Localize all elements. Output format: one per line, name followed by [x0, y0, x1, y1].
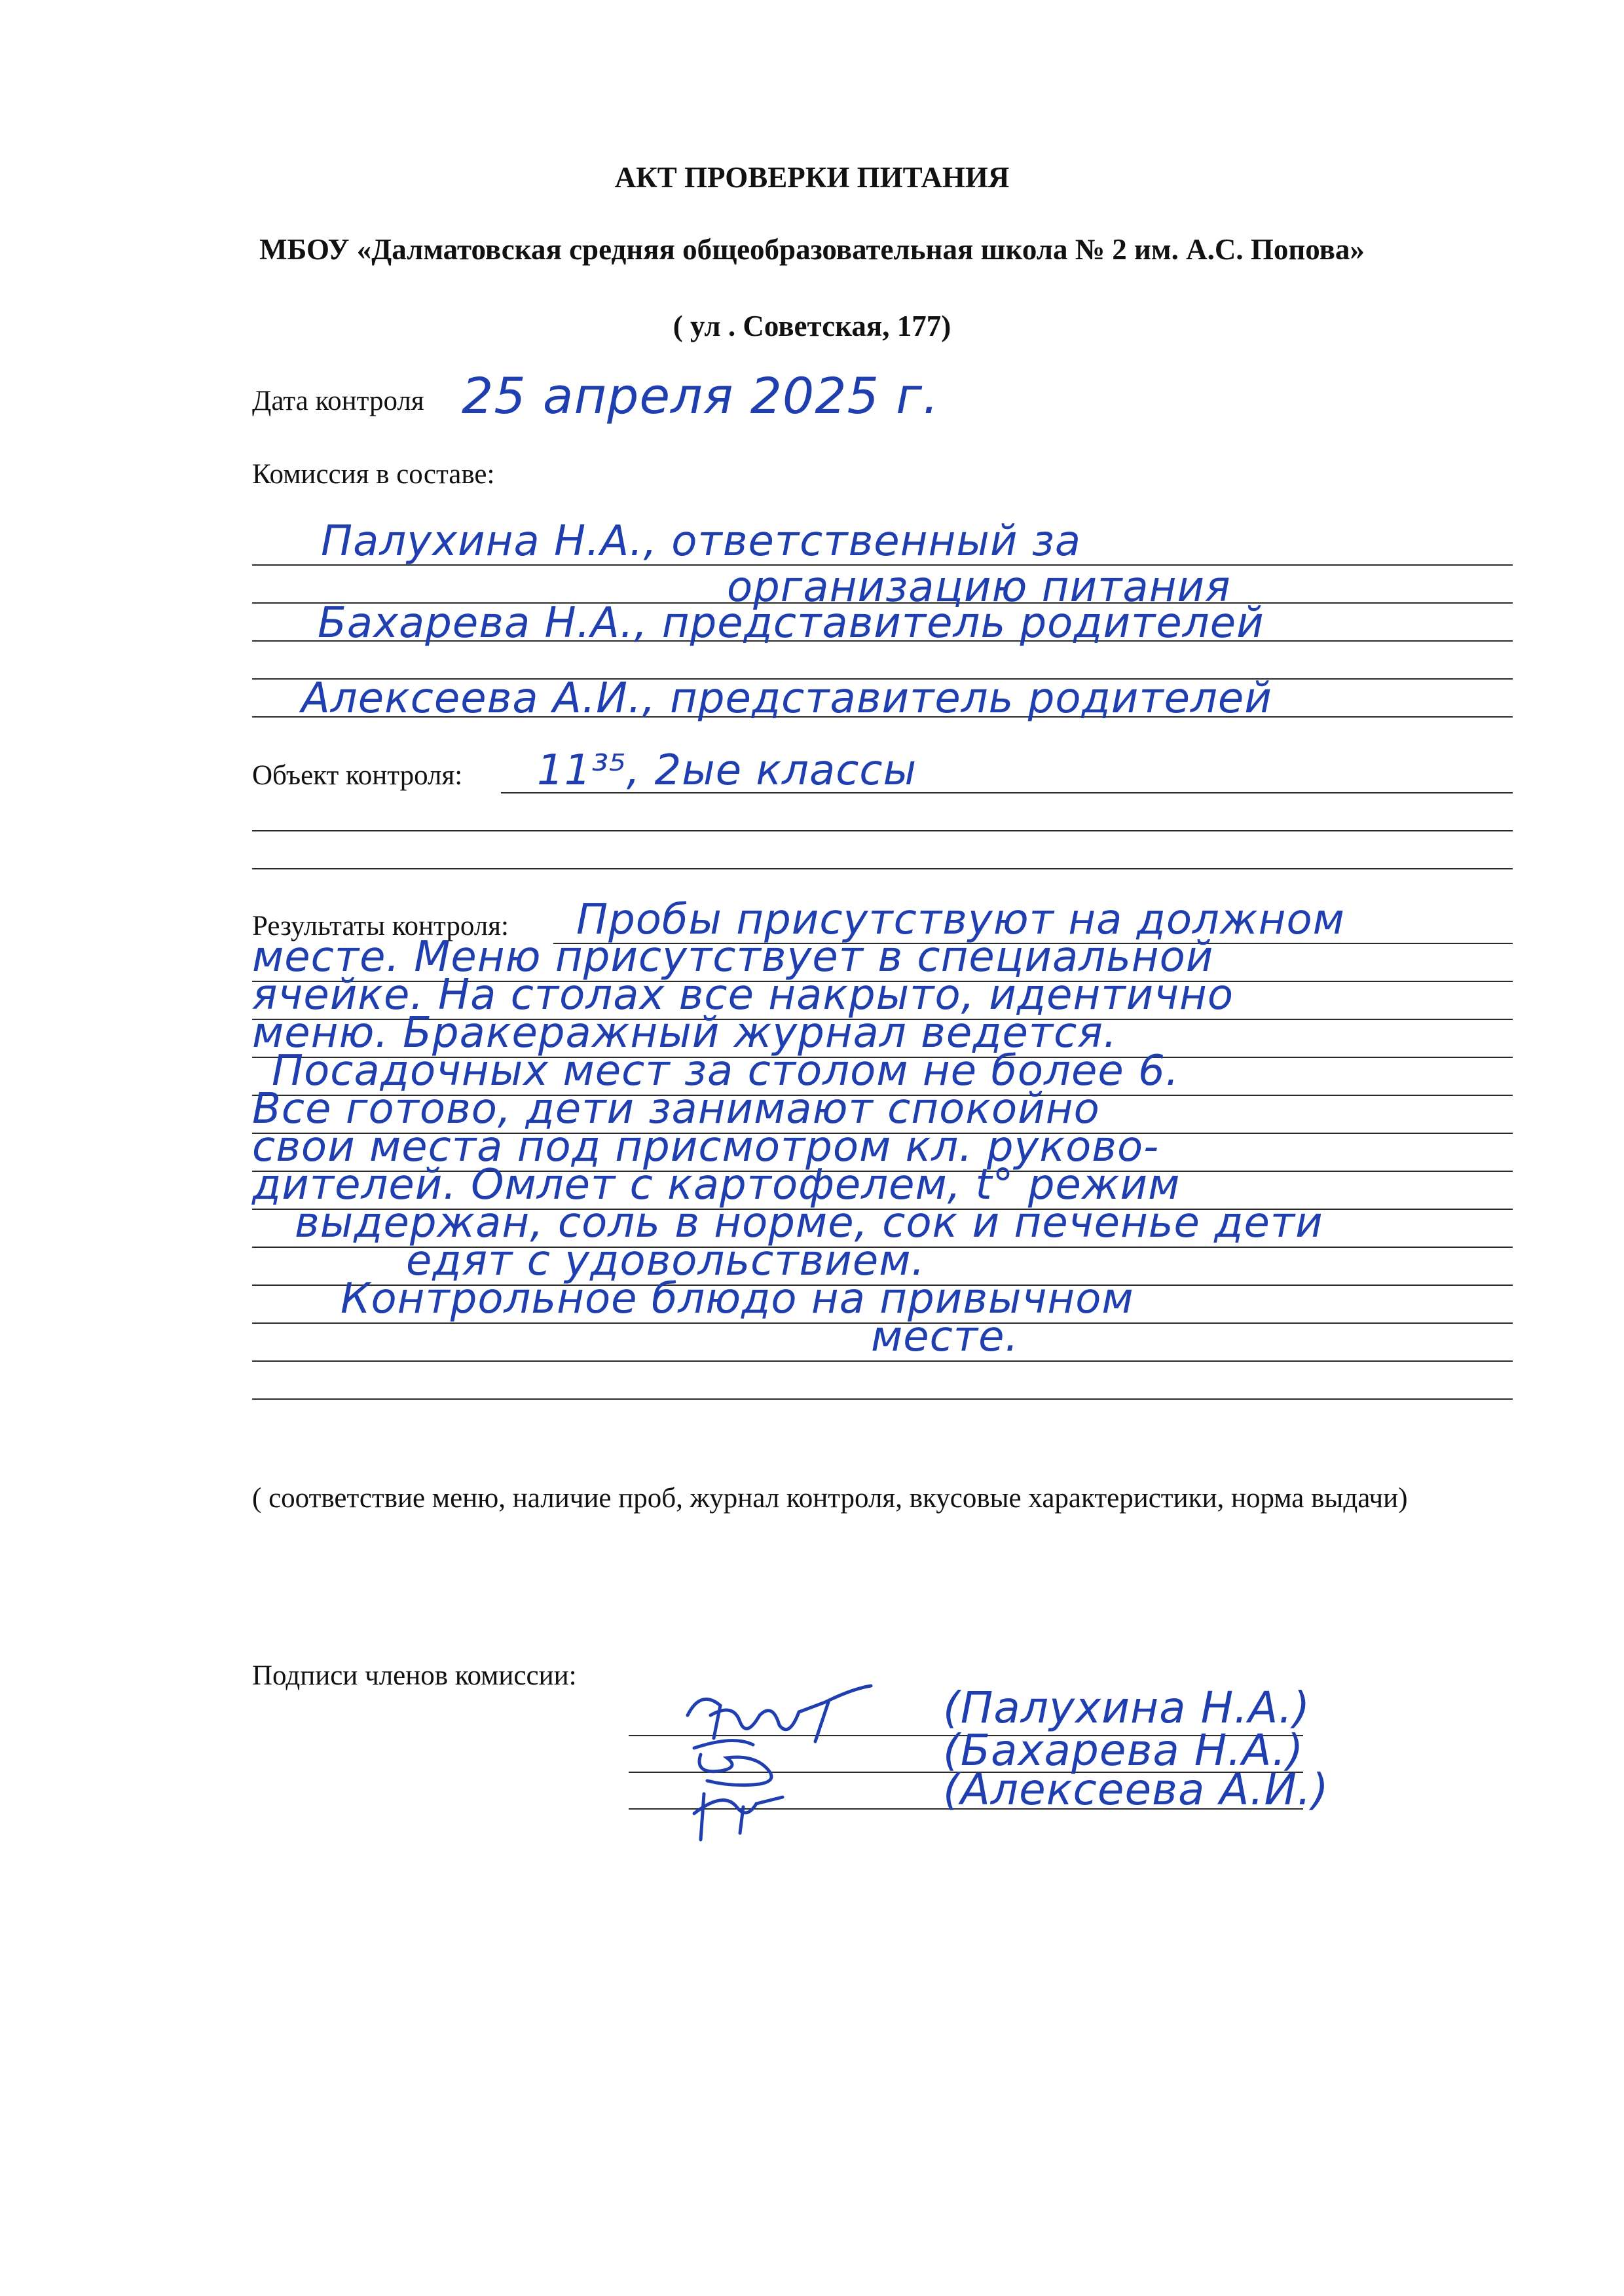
school-name: МБОУ «Далматовская средняя общеобразовательная школа № 2 им. А.С. Попова»: [259, 233, 1365, 266]
results-text-12: месте.: [871, 1313, 1019, 1361]
results-label: Результаты контроля:: [252, 911, 509, 941]
results-hint-note: ( соответствие меню, наличие проб, журнал контроля, вкусовые характеристики, норма выдачи): [252, 1483, 1408, 1514]
results-line-13: [252, 1398, 1513, 1400]
results-text-10: едят с удовольствием.: [406, 1237, 925, 1285]
results-text-1: Пробы присутствуют на должном: [576, 896, 1345, 944]
results-text-6: Все готово, дети занимают спокойно: [252, 1085, 1100, 1133]
commission-member-2: Бахарева Н.А., представитель родителей: [318, 599, 1264, 647]
results-text-4: меню. Бракеражный журнал ведется.: [252, 1009, 1118, 1057]
results-text-9: выдержан, соль в норме, сок и печенье дети: [295, 1199, 1323, 1247]
object-value: 11³⁵, 2ые классы: [537, 746, 917, 795]
signature-name-2: (Бахарева Н.А.): [943, 1725, 1304, 1776]
signature-name-3: (Алексеева А.И.): [943, 1764, 1329, 1815]
commission-member-1-role: организацию питания: [727, 563, 1231, 611]
object-line-3: [252, 868, 1513, 869]
signature-3: [684, 1768, 815, 1846]
object-line-2: [252, 830, 1513, 831]
results-text-8: дителей. Омлет с картофелем, t° режим: [252, 1161, 1181, 1209]
school-address: ( ул . Советская, 177): [673, 310, 951, 342]
commission-label: Комиссия в составе:: [252, 459, 495, 490]
date-value: 25 апреля 2025 г.: [462, 367, 940, 425]
results-text-5: Посадочных мест за столом не более 6.: [272, 1047, 1180, 1095]
commission-member-3: Алексеева А.И., представитель родителей: [301, 674, 1272, 723]
results-text-11: Контрольное блюдо на привычном: [341, 1275, 1134, 1323]
signature-name-1: (Палухина Н.А.): [943, 1683, 1311, 1733]
commission-member-1: Палухина Н.А., ответственный за: [321, 517, 1082, 566]
results-text-7: свои места под присмотром кл. руково-: [252, 1123, 1160, 1171]
date-label: Дата контроля: [252, 386, 424, 416]
results-text-2: месте. Меню присутствует в специальной: [252, 933, 1214, 981]
signatures-label: Подписи членов комиссии:: [252, 1660, 577, 1691]
object-label: Объект контроля:: [252, 760, 463, 791]
document-title: АКТ ПРОВЕРКИ ПИТАНИЯ: [614, 161, 1010, 194]
results-text-3: ячейке. На столах все накрыто, идентично: [252, 971, 1234, 1019]
